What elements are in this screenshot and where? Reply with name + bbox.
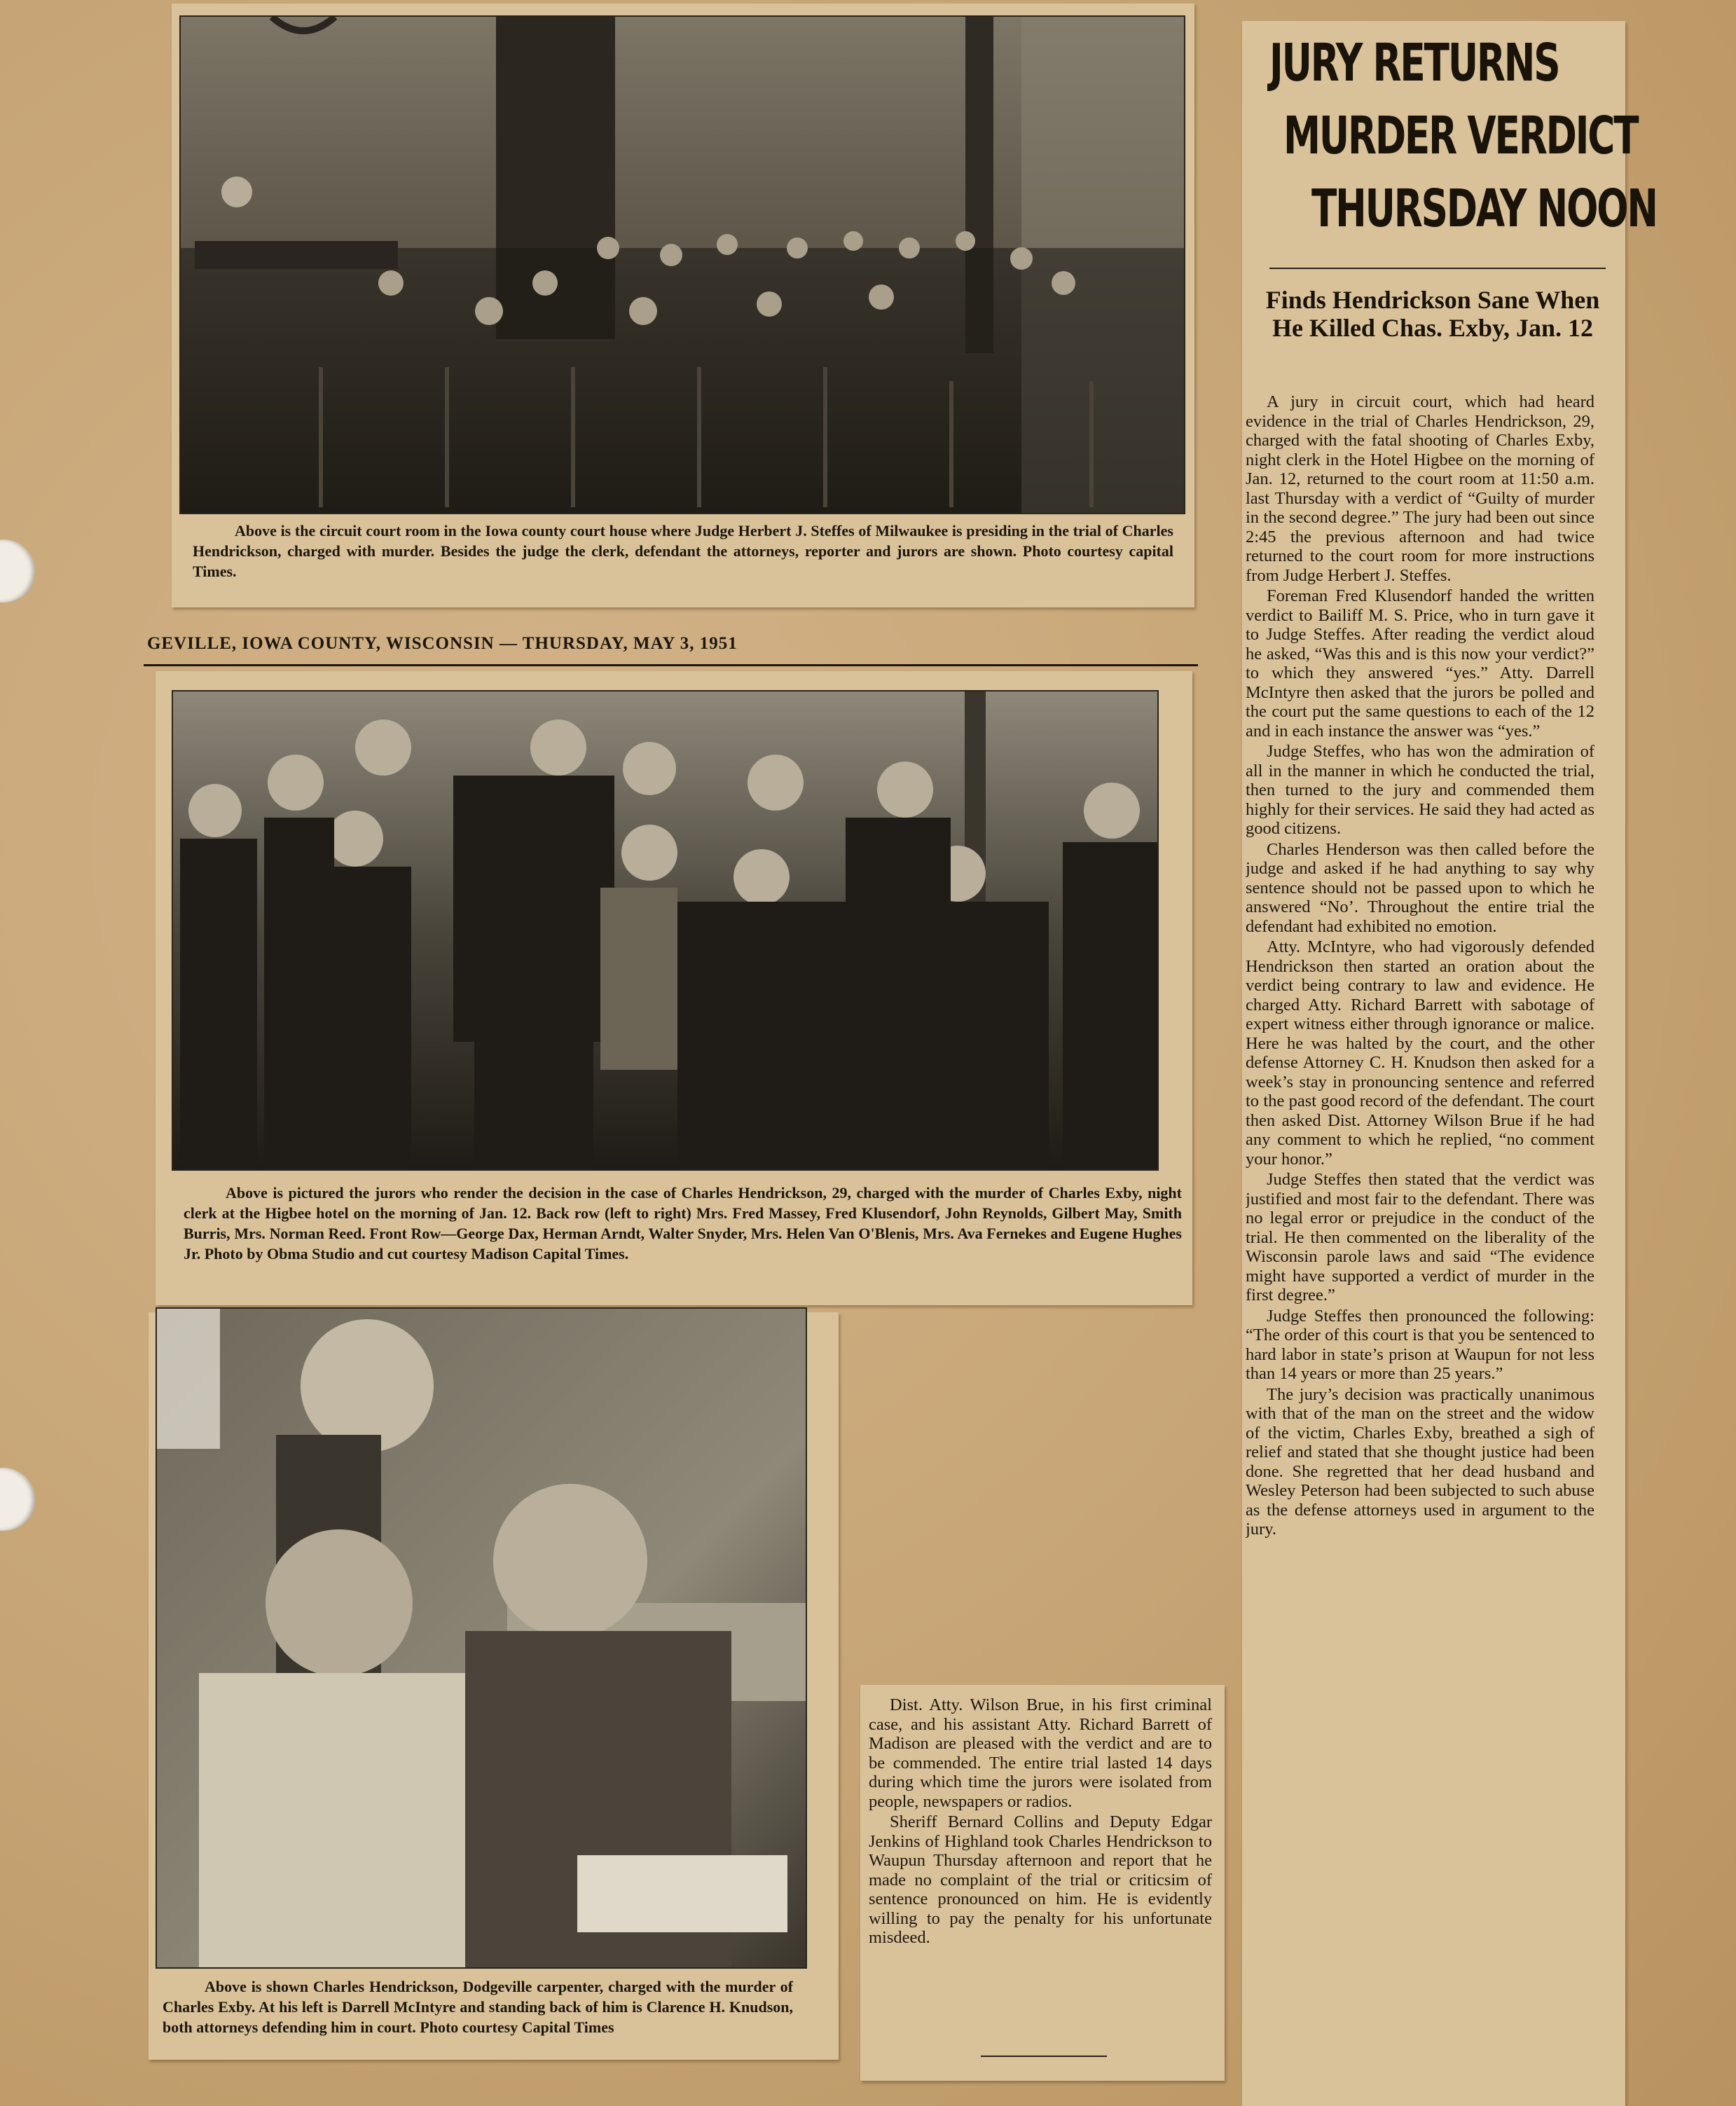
article-paragraph: Foreman Fred Klusendorf handed the written verdict to Bailiff M. S. Price, who in turn gave it to Judge Steffes. After reading the verdict aloud he asked, “Was this and is this now your verdict?” to which they answered “yes.” Atty. Darrell McIntyre then asked that the jurors be polled and the court put the same questions to each of the 12 and in each instance the answer was “yes.”: [1246, 586, 1594, 741]
binder-hole-bottom: [0, 1468, 35, 1531]
headline-line-3: THURSDAY NOON: [1311, 179, 1657, 239]
headline-line-2: MURDER VERDICT: [1283, 106, 1638, 166]
continuation-body: [869, 1695, 1212, 1949]
defendant-photo-caption: Above is shown Charles Hendrickson, Dodgeville carpenter, charged with the murder of Charles Exby. At his left is Darrell McIntyre and standing back of him is Clarence H. Knudson, both attorneys defending him in court. Photo courtesy Capital Times: [163, 1978, 793, 2036]
continuation-end-rule: [981, 2056, 1107, 2057]
binder-hole-top: [0, 539, 35, 603]
article-paragraph: Atty. McIntyre, who had vigorously defended Hendrickson then started an oration about the verdict being contrary to law and evidence. He charged Atty. Richard Barrett with sabotage of expert witness either through ignorance or malice. Here he was halted by the court, and the other defense Attorney C. H. Knudson then asked for a week’s stay in pronouncing sentence and referred to the past good record of the defendant. The court then asked Dist. Attorney Wilson Brue if he had any comment to which he replied, “no comment your honor.”: [1246, 937, 1594, 1169]
continuation-paragraph: Sheriff Bernard Collins and Deputy Edgar Jenkins of Highland took Charles Hendrickson to Waupun Thursday afternoon and report that he made no complaint of the trial or criticsim of sentence pronounced on him. He is evidently willing to pay the penalty for his unfortunate misdeed.: [869, 1812, 1212, 1947]
article-paragraph: Charles Henderson was then called before the judge and asked if he had anything to say why sentence should not be passed upon to which he answered “No’. Throughout the entire trial the defendant had exhibited no emotion.: [1246, 839, 1594, 936]
courtroom-photo: [179, 15, 1185, 514]
article-paragraph: Judge Steffes then pronounced the following: “The order of this court is that you be sentenced to hard labor in state’s prison at Waupun for not less than 14 years or more than 25 years.”: [1246, 1306, 1594, 1383]
headline-line-1: JURY RETURNS: [1269, 33, 1559, 93]
article-paragraph: Judge Steffes then stated that the verdict was justified and most fair to the defendant. There was no legal error or prejudice in the conduct of the trial. He then commented on the liberality of the Wisconsin parole laws and said “The evidence might have supported a verdict of murder in the first degree.”: [1246, 1170, 1594, 1305]
article-body: [1246, 392, 1594, 2102]
courtroom-photo-caption: Above is the circuit court room in the Iowa county court house where Judge Herbert J. Steffes of Milwaukee is presiding in the trial of Charles Hendrickson, charged with murder. Besides the judge the clerk, defendant the attorneys, reporter and jurors are shown. Photo courtesy capital Times.: [193, 522, 1173, 580]
article-paragraph: The jury’s decision was practically unanimous with that of the man on the street and the widow of the victim, Charles Exby, breathed a sigh of relief and stated that she thought justice had been done. She regretted that her dead husband and Wesley Peterson had been subjected to such abuse as the defense attorneys used in argument to the jury.: [1246, 1384, 1594, 1539]
defendant-photo: [156, 1307, 807, 1969]
dateline: GEVILLE, IOWA COUNTY, WISCONSIN — THURSDAY, MAY 3, 1951: [147, 634, 738, 653]
jurors-photo: [172, 690, 1159, 1171]
article-subhead: Finds Hendrickson Sane When He Killed Chas. Exby, Jan. 12: [1265, 286, 1600, 342]
headline-divider: [1269, 268, 1606, 269]
dateline-rule: [144, 664, 1198, 666]
jurors-photo-caption: Above is pictured the jurors who render the decision in the case of Charles Hendrickson, 29, charged with the murder of Charles Exby, night clerk at the Higbee hotel on the morning of Jan. 12. Back row (left to right) Mrs. Fred Massey, Fred Klusendorf, John Reynolds, Gilbert May, Smith Burris, Mrs. Norman Reed. Front Row—George Dax, Herman Arndt, Walter Snyder, Mrs. Helen Van O'Blenis, Mrs. Ava Fernekes and Eugene Hughes Jr. Photo by Obma Studio and cut courtesy Madison Capital Times.: [184, 1184, 1182, 1262]
article-paragraph: A jury in circuit court, which had heard evidence in the trial of Charles Hendrickson, 29, charged with the fatal shooting of Charles Exby, night clerk in the Hotel Higbee on the morning of Jan. 12, returned to the court room at 11:50 a.m. last Thursday with a verdict of “Guilty of murder in the second degree.” The jury had been out since 2:45 the previous afternoon and had twice returned to the court room for more instructions from Judge Herbert J. Steffes.: [1246, 392, 1594, 585]
article-paragraph: Judge Steffes, who has won the admiration of all in the manner in which he conducted the trial, then turned to the jury and commended them highly for their services. He said they had acted as good citizens.: [1246, 742, 1594, 838]
continuation-paragraph: Dist. Atty. Wilson Brue, in his first criminal case, and his assistant Atty. Richard Barrett of Madison are pleased with the verdict and are to be commended. The entire trial lasted 14 days during which time the jurors were isolated from people, newspapers or radios.: [869, 1695, 1212, 1811]
